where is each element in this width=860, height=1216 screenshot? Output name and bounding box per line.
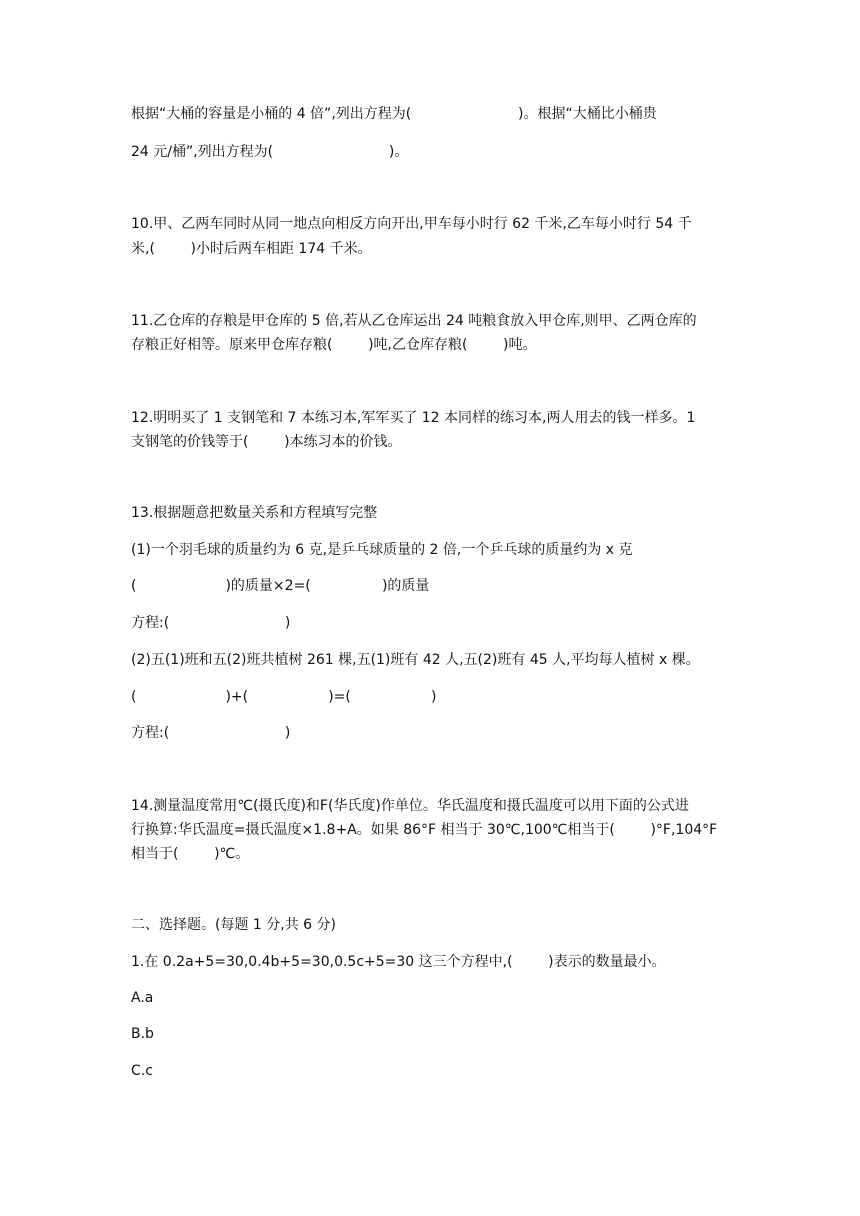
q13-part2-relation: ( )+( )=( )	[131, 689, 437, 705]
q12-line-2: 支钢笔的价钱等于( )本练习本的价钱。	[131, 434, 402, 450]
q14-line-2: 行换算:华氏温度=摄氏温度×1.8+A。如果 86°F 相当于 30℃,100℃相当于( )°F,104°F	[131, 822, 718, 838]
section-choice-heading: 二、选择题。(每题 1 分,共 6 分)	[131, 917, 336, 933]
q14-line-3: 相当于( )℃。	[131, 846, 250, 862]
q10-line-1: 10.甲、乙两车同时从同一地点向相反方向开出,甲车每小时行 62 千米,乙车每小时行 54 千	[131, 216, 692, 232]
choice-q1-option-c: C.c	[131, 1063, 153, 1079]
q11-line-1: 11.乙仓库的存粮是甲仓库的 5 倍,若从乙仓库运出 24 吨粮食放入甲仓库,则甲、乙两仓库的	[131, 313, 697, 329]
q13-part1-relation: ( )的质量×2=( )的质量	[131, 578, 430, 594]
q10-line-2: 米,( )小时后两车相距 174 千米。	[131, 241, 372, 257]
choice-q1-option-a: A.a	[131, 990, 154, 1006]
choice-q1: 1.在 0.2a+5=30,0.4b+5=30,0.5c+5=30 这三个方程中,( )表示的数量最小。	[131, 954, 666, 970]
q9-line-1: 根据“大桶的容量是小桶的 4 倍”,列出方程为( )。根据“大桶比小桶贵	[131, 106, 657, 122]
q13-part1-text: (1)一个羽毛球的质量约为 6 克,是乒乓球质量的 2 倍,一个乒乓球的质量约为 x 克	[131, 542, 633, 558]
choice-q1-option-b: B.b	[131, 1026, 154, 1042]
q12-line-1: 12.明明买了 1 支钢笔和 7 本练习本,军军买了 12 本同样的练习本,两人用去的钱一样多。1	[131, 410, 696, 426]
q13-part2-equation: 方程:( )	[131, 725, 291, 741]
q11-line-2: 存粮正好相等。原来甲仓库存粮( )吨,乙仓库存粮( )吨。	[131, 337, 537, 353]
q14-line-1: 14.测量温度常用℃(摄氏度)和F(华氏度)作单位。华氏温度和摄氏温度可以用下面的公式进	[131, 798, 689, 814]
q13-part2-text: (2)五(1)班和五(2)班共植树 261 棵,五(1)班有 42 人,五(2)班有 45 人,平均每人植树 x 棵。	[131, 652, 700, 668]
q13-heading: 13.根据题意把数量关系和方程填写完整	[131, 505, 378, 521]
q9-line-2: 24 元/桶”,列出方程为( )。	[131, 144, 409, 160]
q13-part1-equation: 方程:( )	[131, 615, 291, 631]
